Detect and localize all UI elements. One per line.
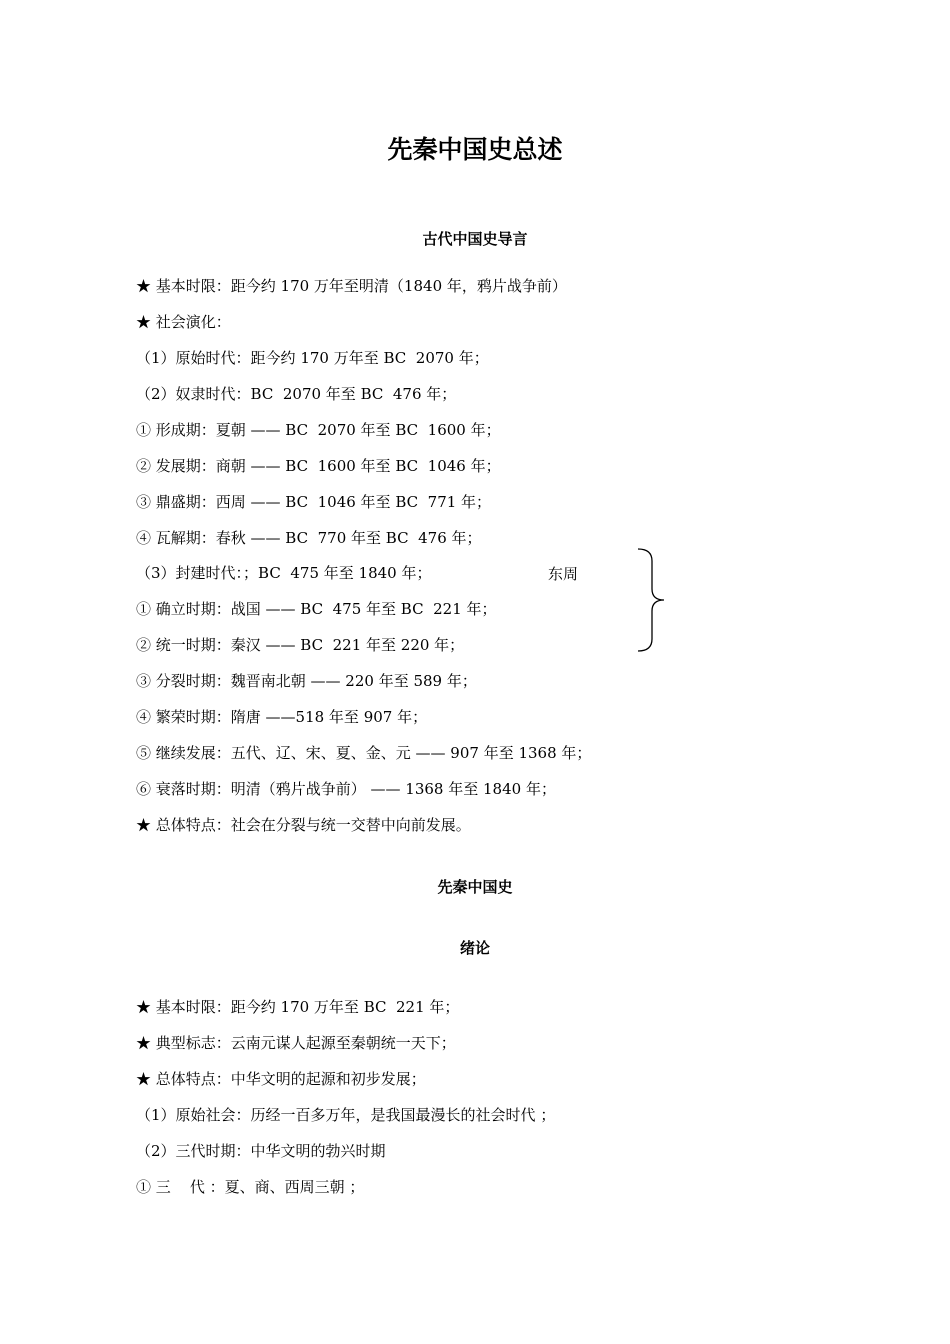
intro-line: ② 发展期：商朝 —— BC 1600 年至 BC 1046 年； [136, 457, 501, 475]
intro-line: （1）原始时代：距今约 170 万年至 BC 2070 年； [136, 349, 489, 367]
intro-line: ★ 基本时限：距今约 170 万年至明清（1840 年，鸦片战争前） [136, 277, 567, 295]
intro-line: ★ 社会演化： [136, 313, 231, 331]
pre-qin-line: ★ 典型标志：云南元谋人起源至秦朝统一天下； [136, 1034, 456, 1052]
intro-line: ② 统一时期：秦汉 —— BC 221 年至 220 年； [136, 636, 465, 654]
right-brace-icon [634, 545, 674, 655]
intro-line: ④ 繁荣时期：隋唐 ——518 年至 907 年； [136, 708, 428, 726]
pre-qin-line: （2）三代时期：中华文明的勃兴时期 [136, 1142, 386, 1160]
intro-line: ⑥ 衰落时期：明清（鸦片战争前） —— 1368 年至 1840 年； [136, 780, 556, 798]
intro-line: ③ 鼎盛期：西周 —— BC 1046 年至 BC 771 年； [136, 493, 492, 511]
intro-line: ⑤ 继续发展：五代、辽、宋、夏、金、元 —— 907 年至 1368 年； [136, 744, 592, 762]
intro-line: ④ 瓦解期：春秋 —— BC 770 年至 BC 476 年； [136, 529, 482, 547]
section-subheading-introduction: 绪论 [459, 939, 490, 957]
page-title: 先秦中国史总述 [387, 135, 563, 164]
pre-qin-line: ① 三 代 ：夏、商、西周三朝 ； [136, 1178, 365, 1196]
intro-line: （2）奴隶时代：BC 2070 年至 BC 476 年； [136, 385, 457, 403]
section-heading-pre-qin: 先秦中国史 [437, 878, 513, 896]
intro-line: ① 确立时期：战国 —— BC 475 年至 BC 221 年； [136, 600, 497, 618]
section-heading-intro: 古代中国史导言 [422, 230, 528, 248]
pre-qin-line: ★ 总体特点：中华文明的起源和初步发展； [136, 1070, 426, 1088]
intro-line: ★ 总体特点：社会在分裂与统一交替中向前发展。 [136, 816, 471, 834]
intro-line: ① 形成期：夏朝 —— BC 2070 年至 BC 1600 年； [136, 421, 501, 439]
pre-qin-line: ★ 基本时限：距今约 170 万年至 BC 221 年； [136, 998, 460, 1016]
pre-qin-line: （1）原始社会：历经一百多万年，是我国最漫长的社会时代 ； [136, 1106, 556, 1124]
eastern-zhou-note: 东周 [548, 565, 579, 583]
intro-line: （3）封建时代：；BC 475 年至 1840 年； [136, 564, 432, 582]
intro-line: ③ 分裂时期：魏晋南北朝 —— 220 年至 589 年； [136, 672, 477, 690]
